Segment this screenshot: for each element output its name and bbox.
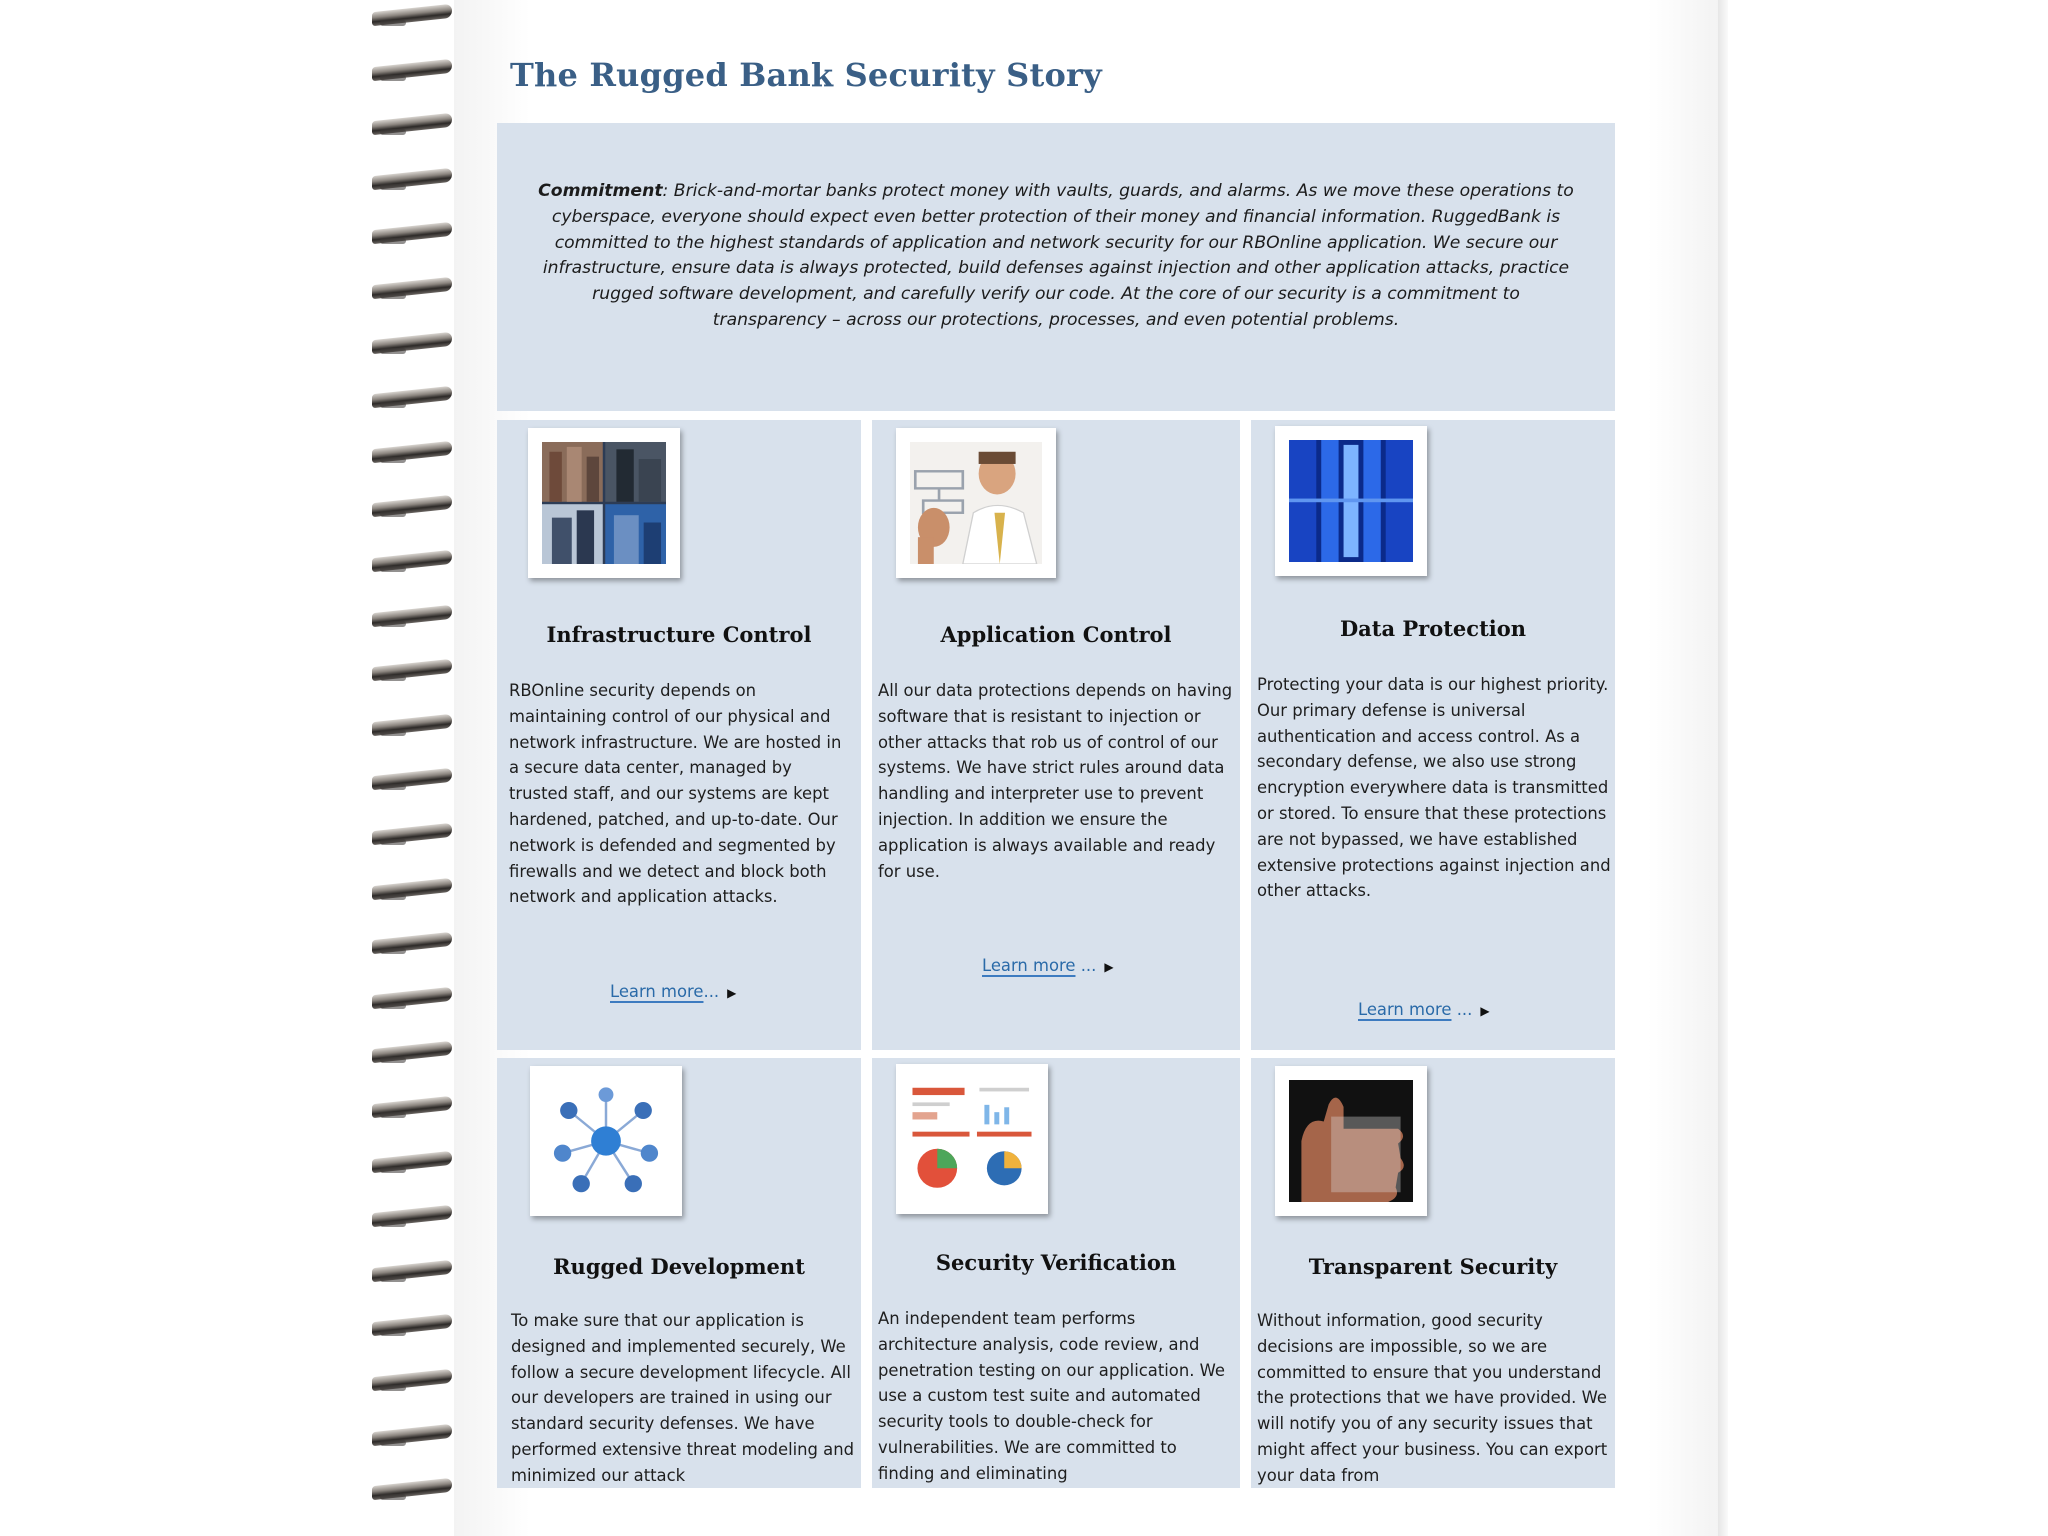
buildings-collage-icon	[528, 428, 680, 578]
learn-more-link[interactable]	[610, 982, 736, 1001]
learn-more-link[interactable]	[1358, 1000, 1490, 1019]
spiral-ring	[372, 1478, 454, 1506]
spiral-binding	[372, 0, 454, 1536]
man-drawing-diagram-icon	[896, 428, 1056, 578]
spiral-hole	[380, 129, 406, 135]
card-heading: Application Control	[940, 622, 1172, 647]
spiral-ring	[372, 768, 454, 796]
spiral-ring	[372, 605, 454, 633]
commitment-panel	[497, 123, 1615, 411]
report-charts-icon	[896, 1064, 1048, 1214]
spiral-hole	[380, 621, 406, 627]
spiral-hole	[380, 1276, 406, 1282]
card-data-protection	[1251, 420, 1615, 1050]
spiral-hole	[380, 1494, 406, 1500]
card-heading: Transparent Security	[1308, 1254, 1558, 1279]
card-application-control	[872, 420, 1240, 1050]
spiral-ring	[372, 550, 454, 578]
card-body: RBOnline security depends on maintaining control of our physical and network infrastructure. We are hosted in a secure data center, managed by trusted staff, and our systems are kept hardened, patched, and up-to-date. Our network is defended and segmented by firewalls and we detect and block both network and application attacks.	[509, 681, 842, 907]
spiral-hole	[380, 894, 406, 900]
spiral-ring	[372, 1096, 454, 1124]
spiral-ring	[372, 1151, 454, 1179]
spiral-hole	[380, 511, 406, 517]
spiral-ring	[372, 495, 454, 523]
network-people-icon	[530, 1066, 682, 1216]
spiral-hole	[380, 1167, 406, 1173]
learn-more-link[interactable]	[982, 956, 1114, 975]
spiral-hole	[380, 1112, 406, 1118]
spiral-hole	[380, 948, 406, 954]
card-heading: Infrastructure Control	[546, 622, 812, 647]
learn-more-ellipsis: ...	[1075, 956, 1097, 975]
spiral-hole	[380, 839, 406, 845]
card-body: To make sure that our application is designed and implemented securely, We follow a secure development lifecycle. All our developers are trained in using our standard security defenses. We have performed extensive threat modeling and minimized our attack	[511, 1311, 855, 1485]
learn-more-ellipsis: ...	[1451, 1000, 1473, 1019]
spiral-ring	[372, 1369, 454, 1397]
card-heading: Data Protection	[1339, 616, 1527, 641]
caret-right-icon[interactable]: ▶	[727, 986, 737, 1000]
hand-glass-icon	[1275, 1066, 1427, 1216]
commitment-statement	[537, 179, 1575, 334]
spiral-hole	[380, 1440, 406, 1446]
spiral-ring	[372, 878, 454, 906]
spiral-hole	[380, 348, 406, 354]
card-infrastructure-control	[497, 420, 861, 1050]
spiral-ring	[372, 222, 454, 250]
spiral-ring	[372, 659, 454, 687]
card-security-verification	[872, 1058, 1240, 1488]
caret-right-icon[interactable]: ▶	[1104, 960, 1114, 974]
spiral-ring	[372, 823, 454, 851]
learn-more-label[interactable]: Learn more	[982, 956, 1076, 975]
spiral-hole	[380, 75, 406, 81]
spiral-ring	[372, 714, 454, 742]
spiral-ring	[372, 441, 454, 469]
card-body: Protecting your data is our highest priority. Our primary defense is universal authentication and access control. As a secondary defense, we also use strong encryption everywhere data is transmitted or stored. To ensure that these protections are not bypassed, we have established extensive protections against injection and other attacks.	[1257, 675, 1611, 901]
spiral-hole	[380, 784, 406, 790]
spiral-hole	[380, 184, 406, 190]
spiral-ring	[372, 932, 454, 960]
caret-right-icon[interactable]: ▶	[1480, 1004, 1490, 1018]
card-body: An independent team performs architecture analysis, code review, and penetration testing on our application. We use a custom test suite and automated security tools to double-check for vulnerabilities. We are committed to finding and eliminating	[878, 1309, 1225, 1483]
spiral-ring	[372, 386, 454, 414]
spiral-ring	[372, 168, 454, 196]
commitment-label: Commitment	[538, 181, 663, 201]
learn-more-ellipsis: ...	[703, 982, 720, 1001]
spiral-ring	[372, 1314, 454, 1342]
page-edge	[1718, 0, 1728, 1536]
learn-more-label[interactable]: Learn more	[1358, 1000, 1452, 1019]
spiral-hole	[380, 238, 406, 244]
spiral-ring	[372, 1424, 454, 1452]
spiral-ring	[372, 1260, 454, 1288]
spiral-hole	[380, 20, 406, 26]
spiral-hole	[380, 1385, 406, 1391]
spiral-hole	[380, 457, 406, 463]
spiral-hole	[380, 1221, 406, 1227]
server-room-icon	[1275, 426, 1427, 576]
spiral-ring	[372, 332, 454, 360]
spiral-hole	[380, 293, 406, 299]
spiral-hole	[380, 566, 406, 572]
card-heading: Rugged Development	[553, 1254, 805, 1279]
card-rugged-development	[497, 1058, 861, 1488]
spiral-hole	[380, 402, 406, 408]
spiral-hole	[380, 1003, 406, 1009]
spiral-ring	[372, 1205, 454, 1233]
spiral-ring	[372, 59, 454, 87]
spiral-ring	[372, 1041, 454, 1069]
spiral-hole	[380, 1057, 406, 1063]
learn-more-label[interactable]: Learn more	[610, 982, 704, 1001]
spiral-ring	[372, 113, 454, 141]
spiral-ring	[372, 277, 454, 305]
card-body: All our data protections depends on having software that is resistant to injection or other attacks that rob us of control of our systems. We have strict rules around data handling and interpreter use to prevent injection. In addition we ensure the application is always available and ready for use.	[878, 681, 1233, 881]
spiral-hole	[380, 675, 406, 681]
card-heading: Security Verification	[935, 1250, 1177, 1275]
spiral-hole	[380, 730, 406, 736]
card-body: Without information, good security decisions are impossible, so we are committed to ensure that you understand the protections that we have provided. We will notify you of any security issues that might affect your business. You can export your data from	[1257, 1311, 1608, 1485]
commitment-body: : Brick-and-mortar banks protect money with vaults, guards, and alarms. As we move these operations to cyberspace, everyone should expect even better protection of their money and financial information. RuggedBank is committed to the highest standards of application and network security for our RBOnline application. We secure our infrastructure, ensure data is always protected, build defenses against injection and other application attacks, practice rugged software development, and carefully verify our code. At the core of our security is a commitment to transparency – across our protections, processes, and even potential problems.	[542, 181, 1574, 330]
page-title: The Rugged Bank Security Story	[510, 56, 1102, 94]
spiral-ring	[372, 4, 454, 32]
spiral-ring	[372, 987, 454, 1015]
spiral-hole	[380, 1330, 406, 1336]
card-transparent-security	[1251, 1058, 1615, 1488]
